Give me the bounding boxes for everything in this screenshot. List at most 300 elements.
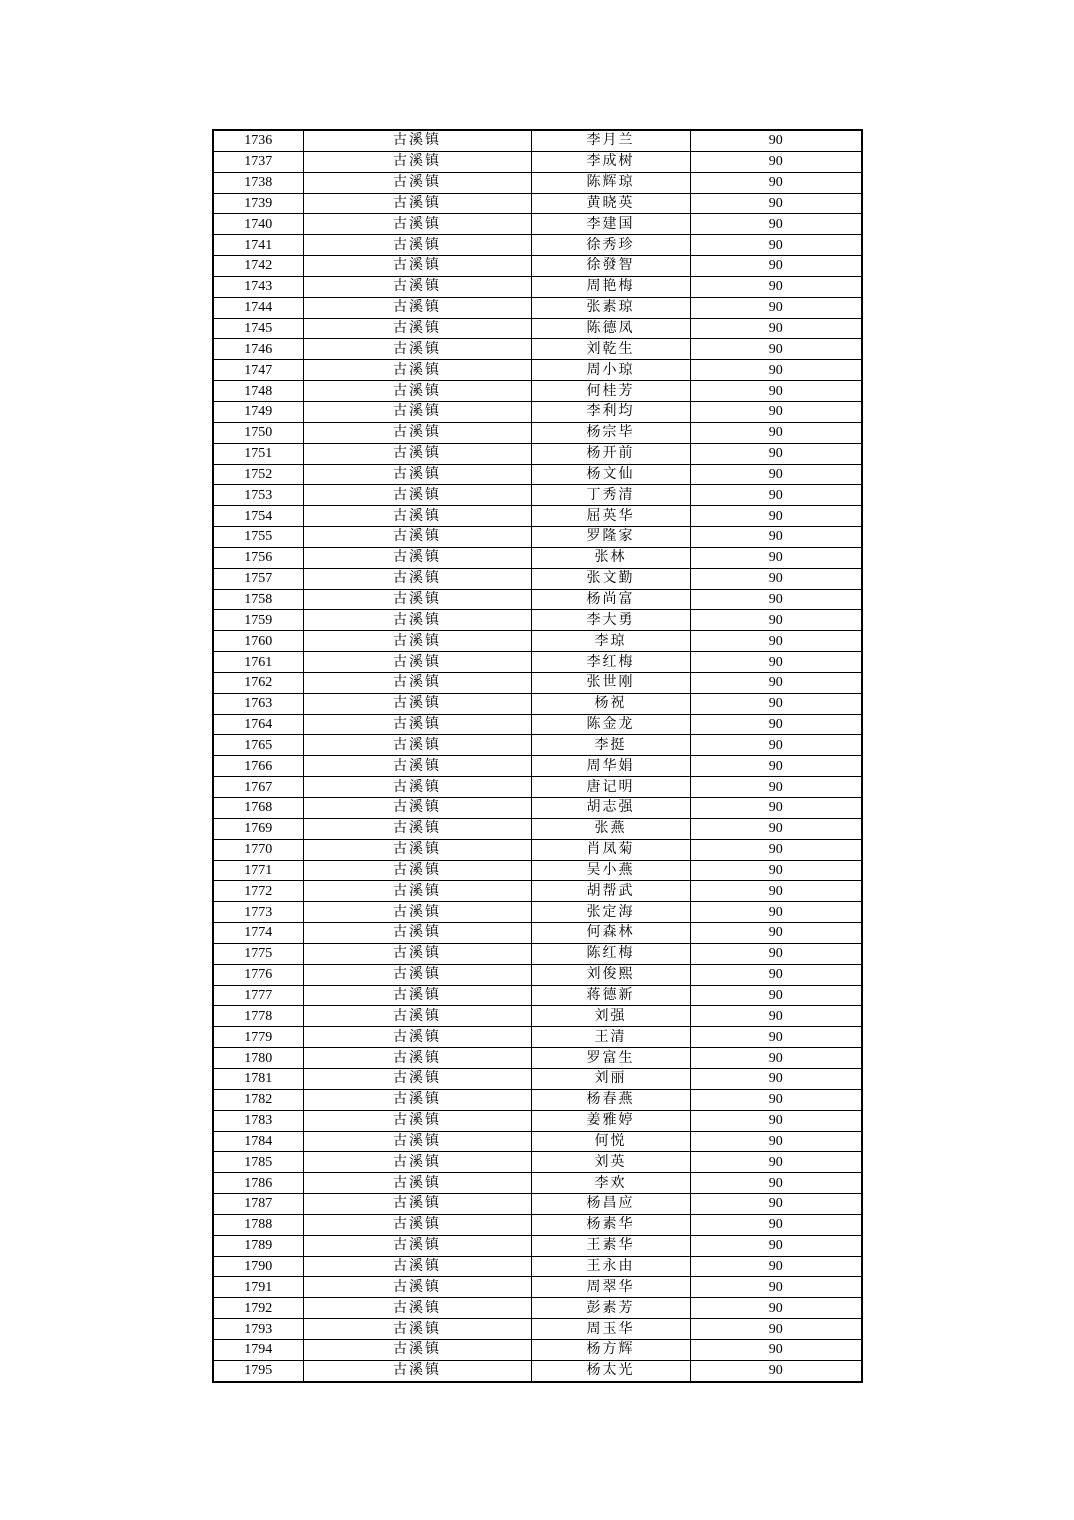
roster-table <box>212 129 863 1383</box>
name-cell: 李建国 <box>531 214 690 235</box>
town-cell: 古溪镇 <box>303 1173 531 1194</box>
amount-cell: 90 <box>690 1319 862 1340</box>
town-cell: 古溪镇 <box>303 1360 531 1381</box>
amount-cell: 90 <box>690 276 862 297</box>
town-cell: 古溪镇 <box>303 318 531 339</box>
amount-cell: 90 <box>690 693 862 714</box>
town-cell: 古溪镇 <box>303 381 531 402</box>
row-number-cell: 1746 <box>213 339 303 360</box>
table-row <box>213 360 862 381</box>
name-cell: 李大勇 <box>531 610 690 631</box>
amount-cell: 90 <box>690 193 862 214</box>
name-cell: 周玉华 <box>531 1319 690 1340</box>
town-cell: 古溪镇 <box>303 1277 531 1298</box>
table-row <box>213 401 862 422</box>
town-cell: 古溪镇 <box>303 610 531 631</box>
table-row <box>213 714 862 735</box>
amount-cell: 90 <box>690 756 862 777</box>
amount-cell: 90 <box>690 1235 862 1256</box>
name-cell: 杨尚富 <box>531 589 690 610</box>
row-number-cell: 1762 <box>213 672 303 693</box>
table-row <box>213 610 862 631</box>
table-row <box>213 422 862 443</box>
name-cell: 王永由 <box>531 1256 690 1277</box>
town-cell: 古溪镇 <box>303 672 531 693</box>
name-cell: 刘俊熙 <box>531 964 690 985</box>
row-number-cell: 1743 <box>213 276 303 297</box>
amount-cell: 90 <box>690 923 862 944</box>
table-row <box>213 1235 862 1256</box>
name-cell: 李挺 <box>531 735 690 756</box>
table-row <box>213 318 862 339</box>
name-cell: 周华娟 <box>531 756 690 777</box>
row-number-cell: 1778 <box>213 1006 303 1027</box>
table-row <box>213 235 862 256</box>
table-row <box>213 1360 862 1381</box>
amount-cell: 90 <box>690 777 862 798</box>
row-number-cell: 1785 <box>213 1152 303 1173</box>
amount-cell: 90 <box>690 652 862 673</box>
town-cell: 古溪镇 <box>303 422 531 443</box>
amount-cell: 90 <box>690 1027 862 1048</box>
name-cell: 何桂芳 <box>531 381 690 402</box>
amount-cell: 90 <box>690 610 862 631</box>
row-number-cell: 1765 <box>213 735 303 756</box>
town-cell: 古溪镇 <box>303 1256 531 1277</box>
table-row <box>213 1173 862 1194</box>
table-row <box>213 943 862 964</box>
row-number-cell: 1760 <box>213 631 303 652</box>
town-cell: 古溪镇 <box>303 297 531 318</box>
name-cell: 肖凤菊 <box>531 839 690 860</box>
town-cell: 古溪镇 <box>303 777 531 798</box>
row-number-cell: 1753 <box>213 485 303 506</box>
amount-cell: 90 <box>690 1214 862 1235</box>
name-cell: 王清 <box>531 1027 690 1048</box>
name-cell: 周艳梅 <box>531 276 690 297</box>
row-number-cell: 1751 <box>213 443 303 464</box>
town-cell: 古溪镇 <box>303 1214 531 1235</box>
amount-cell: 90 <box>690 256 862 277</box>
table-row <box>213 381 862 402</box>
name-cell: 李成树 <box>531 151 690 172</box>
table-row <box>213 964 862 985</box>
row-number-cell: 1755 <box>213 527 303 548</box>
row-number-cell: 1773 <box>213 902 303 923</box>
amount-cell: 90 <box>690 568 862 589</box>
row-number-cell: 1763 <box>213 693 303 714</box>
row-number-cell: 1782 <box>213 1089 303 1110</box>
name-cell: 丁秀清 <box>531 485 690 506</box>
table-row <box>213 151 862 172</box>
table-row <box>213 297 862 318</box>
name-cell: 罗隆家 <box>531 527 690 548</box>
roster-table-body <box>213 130 862 1382</box>
name-cell: 周小琼 <box>531 360 690 381</box>
amount-cell: 90 <box>690 735 862 756</box>
table-row <box>213 256 862 277</box>
row-number-cell: 1761 <box>213 652 303 673</box>
town-cell: 古溪镇 <box>303 589 531 610</box>
amount-cell: 90 <box>690 130 862 151</box>
town-cell: 古溪镇 <box>303 1152 531 1173</box>
table-row <box>213 1319 862 1340</box>
amount-cell: 90 <box>690 839 862 860</box>
name-cell: 杨开前 <box>531 443 690 464</box>
row-number-cell: 1786 <box>213 1173 303 1194</box>
row-number-cell: 1787 <box>213 1194 303 1215</box>
amount-cell: 90 <box>690 985 862 1006</box>
table-row <box>213 1006 862 1027</box>
amount-cell: 90 <box>690 297 862 318</box>
name-cell: 胡志强 <box>531 798 690 819</box>
table-row <box>213 839 862 860</box>
row-number-cell: 1742 <box>213 256 303 277</box>
row-number-cell: 1771 <box>213 860 303 881</box>
amount-cell: 90 <box>690 1089 862 1110</box>
amount-cell: 90 <box>690 902 862 923</box>
table-row <box>213 735 862 756</box>
amount-cell: 90 <box>690 464 862 485</box>
row-number-cell: 1768 <box>213 798 303 819</box>
table-row <box>213 1110 862 1131</box>
amount-cell: 90 <box>690 589 862 610</box>
name-cell: 刘强 <box>531 1006 690 1027</box>
town-cell: 古溪镇 <box>303 1298 531 1319</box>
amount-cell: 90 <box>690 631 862 652</box>
amount-cell: 90 <box>690 1110 862 1131</box>
amount-cell: 90 <box>690 527 862 548</box>
table-row <box>213 1152 862 1173</box>
row-number-cell: 1779 <box>213 1027 303 1048</box>
row-number-cell: 1774 <box>213 923 303 944</box>
town-cell: 古溪镇 <box>303 339 531 360</box>
amount-cell: 90 <box>690 214 862 235</box>
row-number-cell: 1757 <box>213 568 303 589</box>
table-row <box>213 1277 862 1298</box>
amount-cell: 90 <box>690 1048 862 1069</box>
row-number-cell: 1739 <box>213 193 303 214</box>
row-number-cell: 1767 <box>213 777 303 798</box>
town-cell: 古溪镇 <box>303 401 531 422</box>
town-cell: 古溪镇 <box>303 943 531 964</box>
table-row <box>213 1214 862 1235</box>
name-cell: 何悦 <box>531 1131 690 1152</box>
name-cell: 王素华 <box>531 1235 690 1256</box>
name-cell: 李利均 <box>531 401 690 422</box>
town-cell: 古溪镇 <box>303 485 531 506</box>
table-row <box>213 798 862 819</box>
row-number-cell: 1737 <box>213 151 303 172</box>
row-number-cell: 1748 <box>213 381 303 402</box>
amount-cell: 90 <box>690 172 862 193</box>
town-cell: 古溪镇 <box>303 1089 531 1110</box>
row-number-cell: 1793 <box>213 1319 303 1340</box>
row-number-cell: 1770 <box>213 839 303 860</box>
amount-cell: 90 <box>690 381 862 402</box>
name-cell: 刘乾生 <box>531 339 690 360</box>
row-number-cell: 1749 <box>213 401 303 422</box>
name-cell: 陈红梅 <box>531 943 690 964</box>
row-number-cell: 1738 <box>213 172 303 193</box>
table-row <box>213 589 862 610</box>
town-cell: 古溪镇 <box>303 506 531 527</box>
row-number-cell: 1780 <box>213 1048 303 1069</box>
table-row <box>213 818 862 839</box>
name-cell: 刘丽 <box>531 1068 690 1089</box>
row-number-cell: 1741 <box>213 235 303 256</box>
name-cell: 唐记明 <box>531 777 690 798</box>
amount-cell: 90 <box>690 360 862 381</box>
name-cell: 何森林 <box>531 923 690 944</box>
row-number-cell: 1776 <box>213 964 303 985</box>
row-number-cell: 1745 <box>213 318 303 339</box>
town-cell: 古溪镇 <box>303 547 531 568</box>
town-cell: 古溪镇 <box>303 193 531 214</box>
name-cell: 陈德凤 <box>531 318 690 339</box>
name-cell: 杨昌应 <box>531 1194 690 1215</box>
amount-cell: 90 <box>690 1006 862 1027</box>
town-cell: 古溪镇 <box>303 130 531 151</box>
name-cell: 彭素芳 <box>531 1298 690 1319</box>
row-number-cell: 1788 <box>213 1214 303 1235</box>
amount-cell: 90 <box>690 422 862 443</box>
amount-cell: 90 <box>690 339 862 360</box>
amount-cell: 90 <box>690 401 862 422</box>
table-row <box>213 1027 862 1048</box>
town-cell: 古溪镇 <box>303 652 531 673</box>
town-cell: 古溪镇 <box>303 1048 531 1069</box>
name-cell: 杨太光 <box>531 1360 690 1381</box>
table-row <box>213 506 862 527</box>
amount-cell: 90 <box>690 964 862 985</box>
town-cell: 古溪镇 <box>303 985 531 1006</box>
town-cell: 古溪镇 <box>303 360 531 381</box>
amount-cell: 90 <box>690 1277 862 1298</box>
town-cell: 古溪镇 <box>303 798 531 819</box>
amount-cell: 90 <box>690 798 862 819</box>
town-cell: 古溪镇 <box>303 256 531 277</box>
row-number-cell: 1764 <box>213 714 303 735</box>
town-cell: 古溪镇 <box>303 1131 531 1152</box>
row-number-cell: 1790 <box>213 1256 303 1277</box>
row-number-cell: 1795 <box>213 1360 303 1381</box>
town-cell: 古溪镇 <box>303 631 531 652</box>
row-number-cell: 1781 <box>213 1068 303 1089</box>
row-number-cell: 1775 <box>213 943 303 964</box>
table-row <box>213 485 862 506</box>
row-number-cell: 1784 <box>213 1131 303 1152</box>
town-cell: 古溪镇 <box>303 568 531 589</box>
name-cell: 黄晓英 <box>531 193 690 214</box>
name-cell: 李月兰 <box>531 130 690 151</box>
name-cell: 胡帮武 <box>531 881 690 902</box>
name-cell: 李欢 <box>531 1173 690 1194</box>
row-number-cell: 1750 <box>213 422 303 443</box>
amount-cell: 90 <box>690 1256 862 1277</box>
town-cell: 古溪镇 <box>303 1110 531 1131</box>
town-cell: 古溪镇 <box>303 1006 531 1027</box>
town-cell: 古溪镇 <box>303 1235 531 1256</box>
amount-cell: 90 <box>690 672 862 693</box>
amount-cell: 90 <box>690 318 862 339</box>
town-cell: 古溪镇 <box>303 902 531 923</box>
row-number-cell: 1747 <box>213 360 303 381</box>
amount-cell: 90 <box>690 485 862 506</box>
row-number-cell: 1794 <box>213 1339 303 1360</box>
table-row <box>213 1131 862 1152</box>
name-cell: 张林 <box>531 547 690 568</box>
row-number-cell: 1792 <box>213 1298 303 1319</box>
table-row <box>213 130 862 151</box>
table-row <box>213 652 862 673</box>
table-row <box>213 1194 862 1215</box>
town-cell: 古溪镇 <box>303 735 531 756</box>
row-number-cell: 1756 <box>213 547 303 568</box>
town-cell: 古溪镇 <box>303 527 531 548</box>
row-number-cell: 1791 <box>213 1277 303 1298</box>
name-cell: 杨方辉 <box>531 1339 690 1360</box>
amount-cell: 90 <box>690 1173 862 1194</box>
town-cell: 古溪镇 <box>303 235 531 256</box>
table-row <box>213 339 862 360</box>
town-cell: 古溪镇 <box>303 964 531 985</box>
town-cell: 古溪镇 <box>303 214 531 235</box>
table-row <box>213 1298 862 1319</box>
town-cell: 古溪镇 <box>303 1194 531 1215</box>
table-row <box>213 1068 862 1089</box>
amount-cell: 90 <box>690 818 862 839</box>
town-cell: 古溪镇 <box>303 860 531 881</box>
name-cell: 杨文仙 <box>531 464 690 485</box>
table-row <box>213 881 862 902</box>
row-number-cell: 1772 <box>213 881 303 902</box>
row-number-cell: 1783 <box>213 1110 303 1131</box>
amount-cell: 90 <box>690 547 862 568</box>
table-row <box>213 547 862 568</box>
name-cell: 罗富生 <box>531 1048 690 1069</box>
town-cell: 古溪镇 <box>303 693 531 714</box>
table-row <box>213 860 862 881</box>
table-row <box>213 172 862 193</box>
town-cell: 古溪镇 <box>303 839 531 860</box>
town-cell: 古溪镇 <box>303 276 531 297</box>
name-cell: 吴小燕 <box>531 860 690 881</box>
table-row <box>213 902 862 923</box>
town-cell: 古溪镇 <box>303 443 531 464</box>
amount-cell: 90 <box>690 506 862 527</box>
name-cell: 陈辉琼 <box>531 172 690 193</box>
name-cell: 陈金龙 <box>531 714 690 735</box>
row-number-cell: 1789 <box>213 1235 303 1256</box>
town-cell: 古溪镇 <box>303 1339 531 1360</box>
name-cell: 杨春燕 <box>531 1089 690 1110</box>
table-row <box>213 276 862 297</box>
row-number-cell: 1744 <box>213 297 303 318</box>
name-cell: 徐發智 <box>531 256 690 277</box>
town-cell: 古溪镇 <box>303 151 531 172</box>
table-row <box>213 672 862 693</box>
row-number-cell: 1777 <box>213 985 303 1006</box>
row-number-cell: 1740 <box>213 214 303 235</box>
table-row <box>213 777 862 798</box>
table-row <box>213 464 862 485</box>
name-cell: 张燕 <box>531 818 690 839</box>
name-cell: 张素琼 <box>531 297 690 318</box>
table-row <box>213 923 862 944</box>
name-cell: 姜雅婷 <box>531 1110 690 1131</box>
table-row <box>213 568 862 589</box>
name-cell: 徐秀珍 <box>531 235 690 256</box>
table-row <box>213 527 862 548</box>
row-number-cell: 1754 <box>213 506 303 527</box>
table-row <box>213 985 862 1006</box>
row-number-cell: 1736 <box>213 130 303 151</box>
amount-cell: 90 <box>690 1068 862 1089</box>
name-cell: 周翠华 <box>531 1277 690 1298</box>
amount-cell: 90 <box>690 1339 862 1360</box>
town-cell: 古溪镇 <box>303 818 531 839</box>
amount-cell: 90 <box>690 860 862 881</box>
table-row <box>213 1256 862 1277</box>
amount-cell: 90 <box>690 1298 862 1319</box>
name-cell: 蒋德新 <box>531 985 690 1006</box>
town-cell: 古溪镇 <box>303 756 531 777</box>
amount-cell: 90 <box>690 443 862 464</box>
amount-cell: 90 <box>690 235 862 256</box>
name-cell: 杨祝 <box>531 693 690 714</box>
amount-cell: 90 <box>690 881 862 902</box>
amount-cell: 90 <box>690 1360 862 1381</box>
name-cell: 李红梅 <box>531 652 690 673</box>
table-row <box>213 1089 862 1110</box>
town-cell: 古溪镇 <box>303 1319 531 1340</box>
table-row <box>213 693 862 714</box>
town-cell: 古溪镇 <box>303 1068 531 1089</box>
table-row <box>213 756 862 777</box>
name-cell: 杨宗毕 <box>531 422 690 443</box>
table-row <box>213 1339 862 1360</box>
row-number-cell: 1769 <box>213 818 303 839</box>
table-row <box>213 1048 862 1069</box>
amount-cell: 90 <box>690 151 862 172</box>
row-number-cell: 1766 <box>213 756 303 777</box>
amount-cell: 90 <box>690 1152 862 1173</box>
town-cell: 古溪镇 <box>303 881 531 902</box>
table-row <box>213 214 862 235</box>
name-cell: 张文勤 <box>531 568 690 589</box>
name-cell: 张定海 <box>531 902 690 923</box>
table-row <box>213 631 862 652</box>
town-cell: 古溪镇 <box>303 1027 531 1048</box>
amount-cell: 90 <box>690 943 862 964</box>
town-cell: 古溪镇 <box>303 923 531 944</box>
town-cell: 古溪镇 <box>303 172 531 193</box>
name-cell: 屈英华 <box>531 506 690 527</box>
amount-cell: 90 <box>690 714 862 735</box>
name-cell: 刘英 <box>531 1152 690 1173</box>
row-number-cell: 1759 <box>213 610 303 631</box>
name-cell: 杨素华 <box>531 1214 690 1235</box>
amount-cell: 90 <box>690 1194 862 1215</box>
row-number-cell: 1752 <box>213 464 303 485</box>
town-cell: 古溪镇 <box>303 464 531 485</box>
table-row <box>213 443 862 464</box>
amount-cell: 90 <box>690 1131 862 1152</box>
table-row <box>213 193 862 214</box>
row-number-cell: 1758 <box>213 589 303 610</box>
name-cell: 张世刚 <box>531 672 690 693</box>
